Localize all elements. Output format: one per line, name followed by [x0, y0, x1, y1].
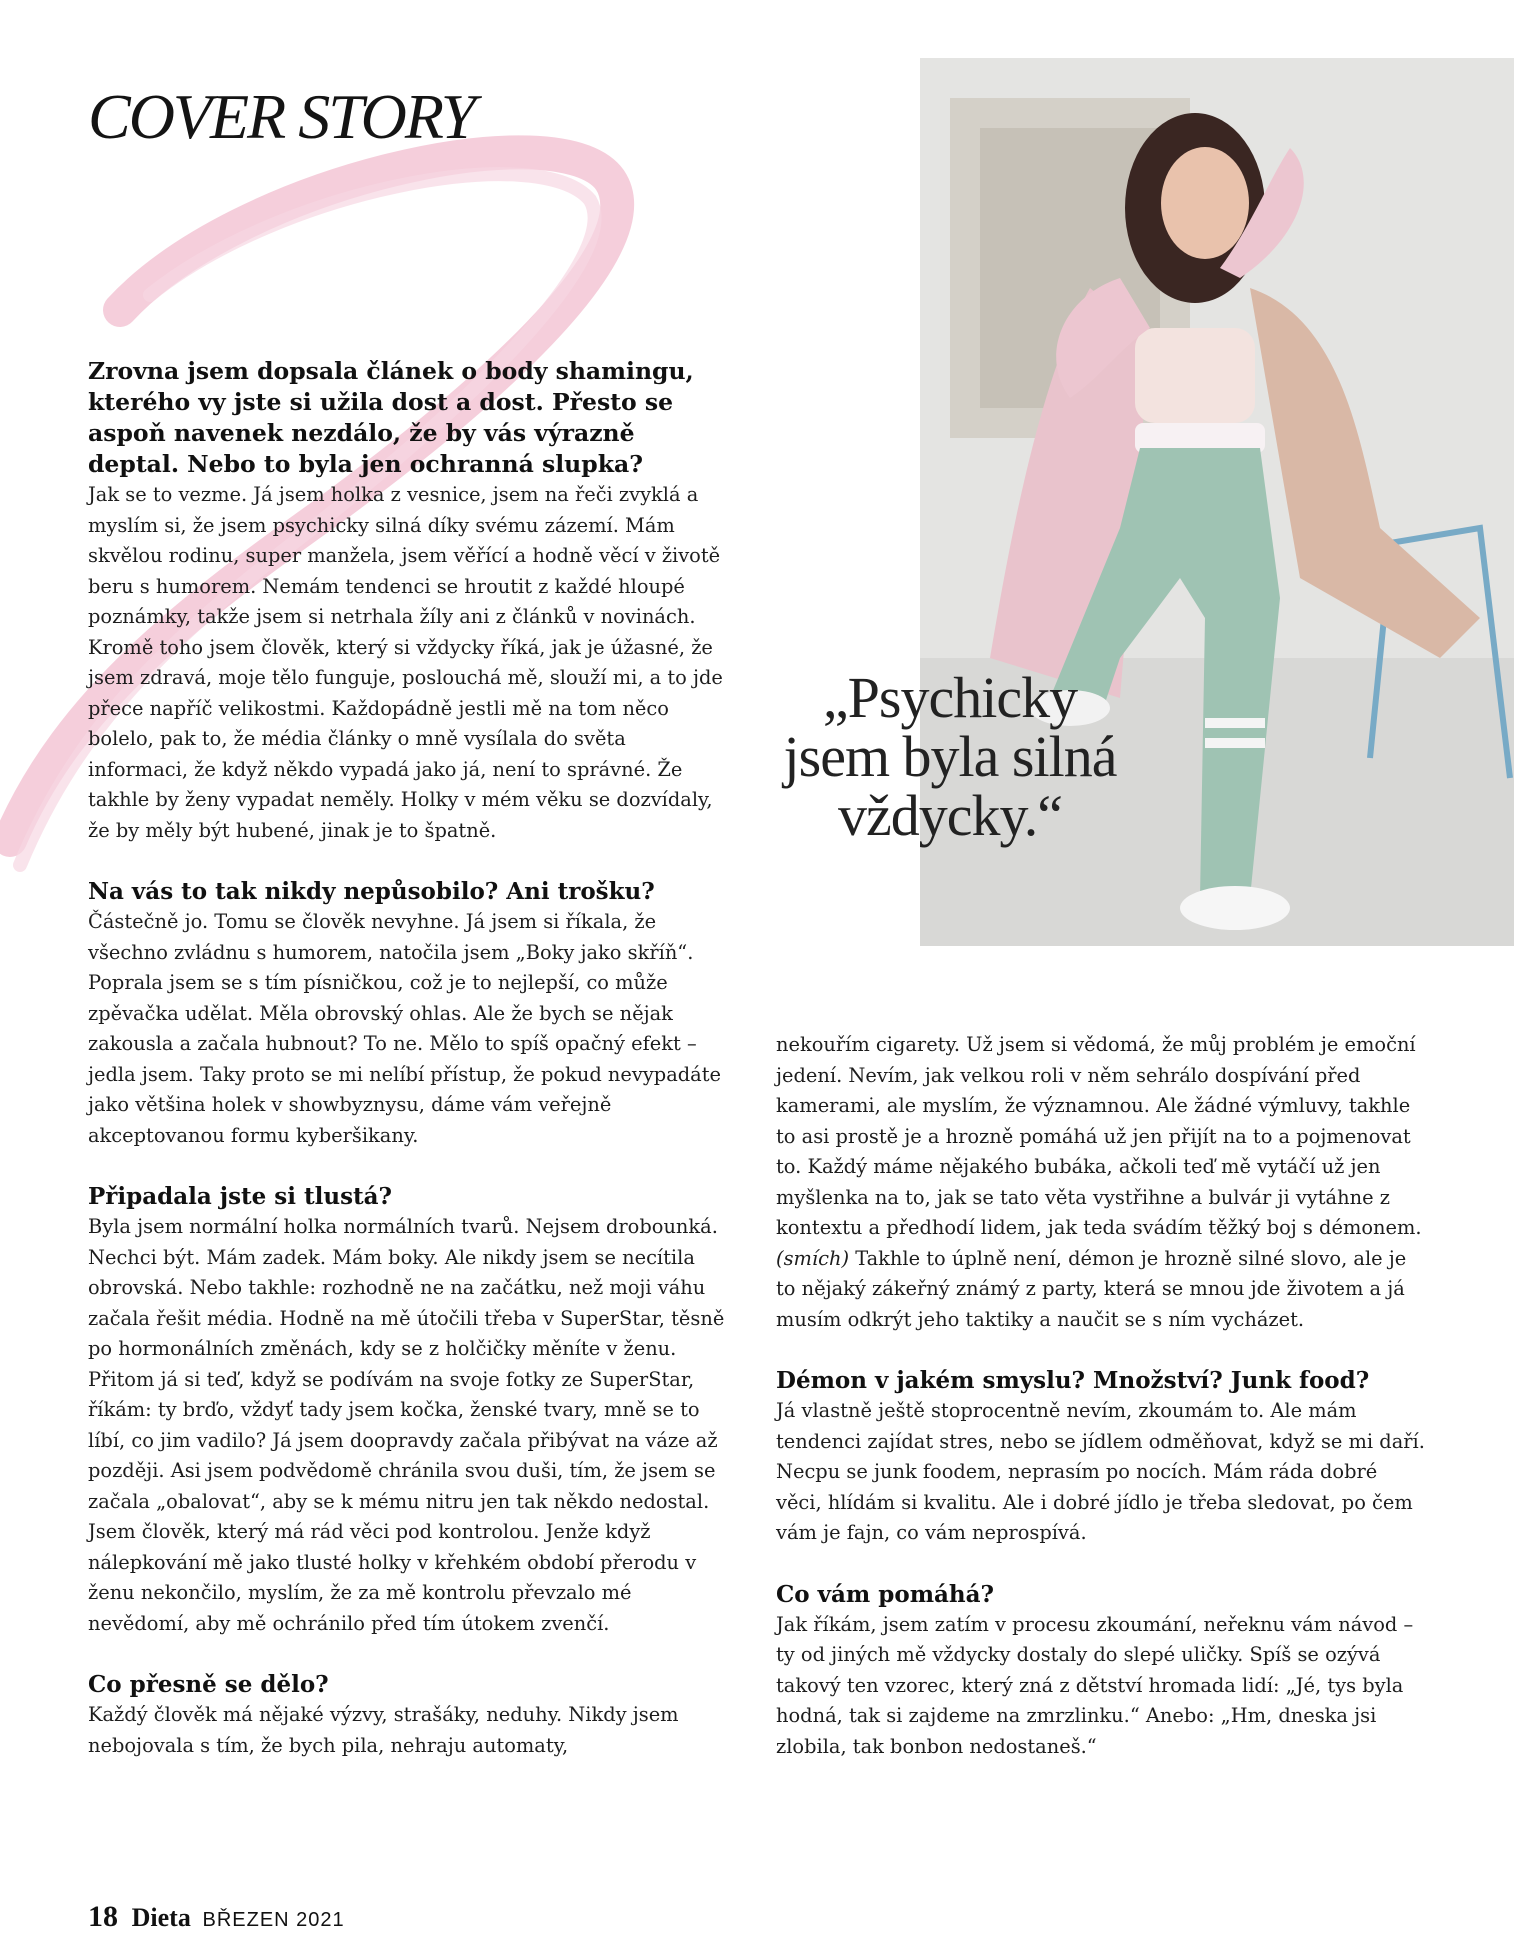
interview-answer: Já vlastně ještě stoprocentně nevím, zkoumám to. Ale mám tendenci zajídat stres, nebo se jídlem odměňovat, když se mi daří. Necpu se junk foodem, neprasím po nocích. Mám ráda dobré věci, hlídám si kvalitu. Ale i dobré jídlo je třeba sledovat, po čem vám je fajn, co vám neprospívá. [776, 1399, 1425, 1544]
article-left-column [88, 356, 728, 1791]
laugh-aside: (smích) [776, 1246, 850, 1270]
continuation-text: nekouřím cigarety. Už jsem si vědomá, že můj problém je emoční jedení. Nevím, jak velkou roli v něm sehrálo dospívání před kamerami, ale myslím, že významnou. Ale žádné výmluvy, takhle to asi prostě je a hrozně pomáhá už jen přijít na to a pojmenovat to. Každý máme nějakého bubáka, ačkoli teď mě vytáčí už jen myšlenka na to, jak se tato věta vystřihne a bulvár ji vytáhne z kontextu a předhodí lidem, jak teda svádím těžký boj s démonem. [776, 1033, 1422, 1239]
interview-block [776, 1365, 1426, 1549]
section-title: COVER STORY [88, 81, 475, 152]
interview-answer: Jak říkám, jsem zatím v procesu zkoumání, neřeknu vám návod – ty od jiných mě vždycky dostaly do slepé uličky. Spíš se ozývá takový ten vzorec, který zná z dětství hromada lidí: „Jé, tys byla hodná, tak si zajdeme na zmrzlinku.“ Anebo: „Hm, dneska jsi zlobila, tak bonbon nedostaneš.“ [776, 1612, 1414, 1758]
interview-block [88, 876, 728, 1151]
answer-continuation [776, 1030, 1426, 1335]
issue-date: BŘEZEN 2021 [202, 1909, 345, 1931]
page-footer [88, 1900, 345, 1934]
interview-block [88, 1181, 728, 1639]
interview-answer: Každý člověk má nějaké výzvy, strašáky, neduhy. Nikdy jsem nebojovala s tím, že bych pila, nehraju automaty, [88, 1703, 679, 1757]
interview-question: Co vám pomáhá? [776, 1580, 995, 1608]
continuation-text-end: Takhle to úplně není, démon je hrozně silné slovo, ale je to nějaký zákeřný známý z party, která se mnou jde životem a já musím odkrýt jeho taktiky a naučit se s ním vycházet. [776, 1246, 1407, 1331]
magazine-name: Dieta [131, 1903, 191, 1932]
interview-answer: Částečně jo. Tomu se člověk nevyhne. Já jsem si říkala, že všechno zvládnu s humorem, natočila jsem „Boky jako skříň“. Poprala jsem se s tím písničkou, což je to nejlepší, co může zpěvačka udělat. Měla obrovský ohlas. Ale že bych se nějak zakousla a začala hubnout? To ne. Mělo to spíš opačný efekt – jedla jsem. Taky proto se mi nelíbí přístup, že pokud nevypadáte jako většina holek v showbyznysu, dáme vám veřejně akceptovanou formu kyberšikany. [88, 910, 722, 1147]
page-number: 18 [88, 1900, 118, 1933]
interview-question: Zrovna jsem dopsala článek o body shamingu, kterého vy jste si užila dost a dost. Přesto se aspoň navenek nezdálo, že by vás výrazně deptal. Nebo to byla jen ochranná slupka? [88, 357, 694, 478]
interview-block [88, 1669, 728, 1761]
interview-question: Připadala jste si tlustá? [88, 1183, 393, 1210]
interview-block [88, 356, 728, 846]
article-right-column [776, 1030, 1426, 1792]
interview-question: Co přesně se dělo? [88, 1671, 329, 1698]
interview-question: Na vás to tak nikdy nepůsobilo? Ani trošku? [88, 878, 655, 905]
interview-question: Démon v jakém smyslu? Množství? Junk food? [776, 1367, 1370, 1394]
interview-answer: Jak se to vezme. Já jsem holka z vesnice, jsem na řeči zvyklá a myslím si, že jsem psychicky silná díky svému zázemí. Mám skvělou rodinu, super manžela, jsem věřící a hodně věcí v životě beru s humorem. Nemám tendenci se hroutit z každé hloupé poznámky, takže jsem si netrhala žíly ani z článků v novinách. Kromě toho jsem člověk, který si vždycky říká, jak je úžasné, že jsem zdravá, moje tělo funguje, poslouchá mě, slouží mi, a to jde přece napříč velikostmi. Každopádně jestli mě na tom něco bolelo, pak to, že média články o mně vysílala do světa informaci, že když někdo vypadá jako já, není to správné. Že takhle by ženy vypadat neměly. Holky v mém věku se dozvídaly, že by měly být hubené, jinak je to špatně. [88, 483, 723, 842]
interview-answer: Byla jsem normální holka normálních tvarů. Nejsem drobounká. Nechci být. Mám zadek. Mám boky. Ale nikdy jsem se necítila obrovská. Nebo takhle: rozhodně ne na začátku, než moji váhu začala řešit média. Hodně na mě útočili třeba v SuperStar, těsně po hormonálních změnách, kdy se z holčičky měníte v ženu. Přitom já si teď, když se podívám na svoje fotky ze SuperStar, říkám: ty brďo, vždyť tady jsem kočka, ženské tvary, mně se to líbí, co jim vadilo? Já jsem doopravdy začala přibývat na váze až později. Asi jsem podvědomě chránila svou duši, tím, že jsem se začala „obalovat“, aby se k mému nitru jen tak někdo nedostal. Jsem člověk, který má rád věci pod kontrolou. Jenže když nálepkování mě jako tlusté holky v křehkém období přerodu v ženu nekončilo, myslím, že za mě kontrolu převzalo mé nevědomí, aby mě ochránilo před tím útokem zvenčí. [88, 1215, 725, 1635]
interview-block [776, 1579, 1426, 1763]
pull-quote: „Psychicky jsem byla silná vždycky.“ [783, 665, 1117, 848]
interview-answer-continued [776, 1030, 1426, 1335]
